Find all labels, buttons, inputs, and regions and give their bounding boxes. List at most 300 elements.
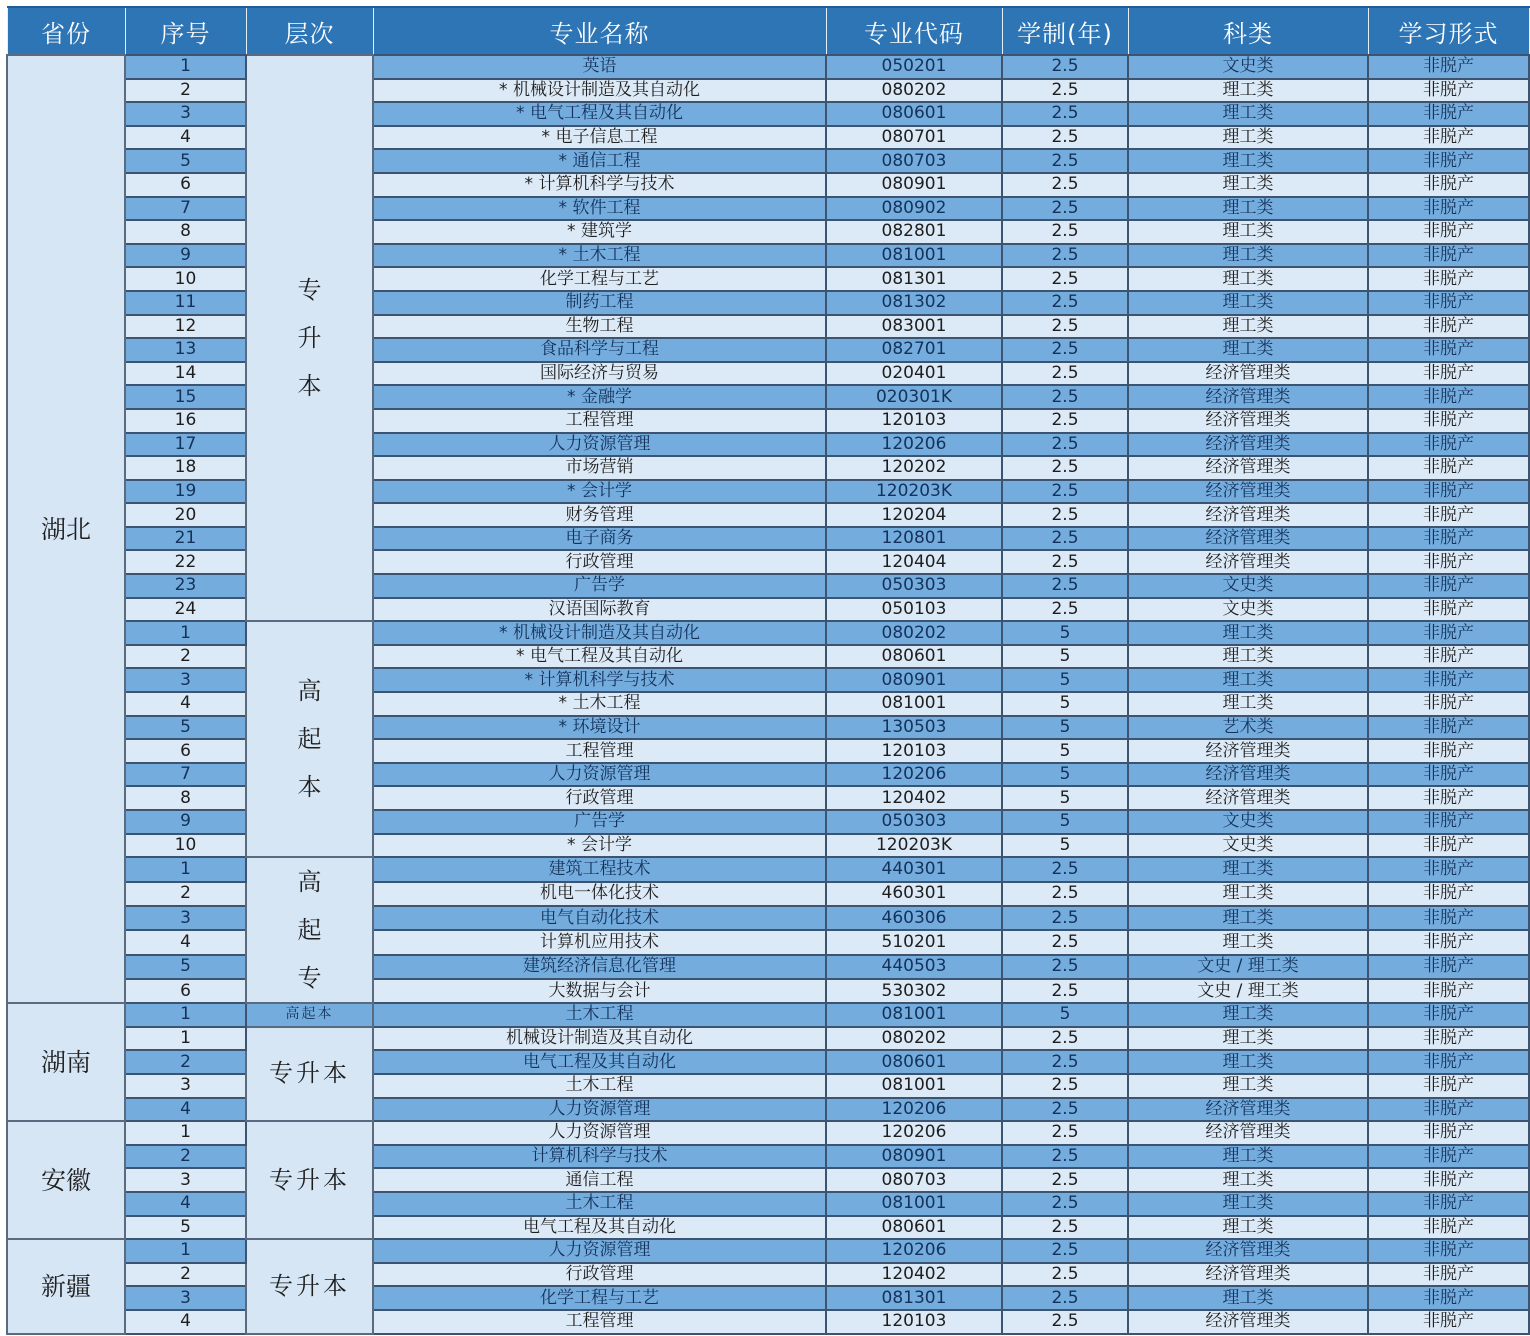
major-name: 工程管理: [373, 1310, 826, 1334]
duration-years: 2.5: [1002, 433, 1128, 457]
major-name: 汉语国际教育: [373, 598, 826, 622]
study-form: 非脱产: [1368, 763, 1529, 787]
major-code: 081302: [826, 291, 1002, 315]
study-form: 非脱产: [1368, 1216, 1529, 1240]
major-code: 080703: [826, 1168, 1002, 1192]
major-name: 制药工程: [373, 291, 826, 315]
category: 理工类: [1128, 645, 1368, 669]
row-number: 5: [125, 716, 246, 740]
study-form: 非脱产: [1368, 979, 1529, 1003]
major-name: * 通信工程: [373, 149, 826, 173]
row-number: 1: [125, 857, 246, 881]
row-number: 1: [125, 1121, 246, 1145]
province-cell: 安徽: [7, 1121, 125, 1239]
major-code: 050303: [826, 810, 1002, 834]
row-number: 4: [125, 930, 246, 954]
row-number: 6: [125, 173, 246, 197]
level-cell: [246, 1003, 373, 1027]
major-code: 082801: [826, 220, 1002, 244]
study-form: 非脱产: [1368, 574, 1529, 598]
major-name: * 机械设计制造及其自动化: [373, 79, 826, 103]
category: 理工类: [1128, 1145, 1368, 1169]
category: 理工类: [1128, 1003, 1368, 1027]
major-code: 080202: [826, 79, 1002, 103]
study-form: 非脱产: [1368, 79, 1529, 103]
major-name: 土木工程: [373, 1003, 826, 1027]
major-name: 建筑经济信息化管理: [373, 955, 826, 979]
major-code: 440503: [826, 955, 1002, 979]
category: 经济管理类: [1128, 1239, 1368, 1263]
row-number: 6: [125, 979, 246, 1003]
major-code: 080601: [826, 1050, 1002, 1074]
row-number: 4: [125, 126, 246, 150]
category: 经济管理类: [1128, 1263, 1368, 1287]
header-study-form: 学习形式: [1368, 7, 1529, 55]
header-number: 序号: [125, 7, 246, 55]
major-code: 120402: [826, 786, 1002, 810]
category: 理工类: [1128, 173, 1368, 197]
table-row: [7, 527, 1529, 551]
major-code: 460306: [826, 906, 1002, 930]
level-cell: [246, 1027, 373, 1121]
row-number: 2: [125, 79, 246, 103]
duration-years: 2.5: [1002, 315, 1128, 339]
major-name: * 机械设计制造及其自动化: [373, 621, 826, 645]
major-name: 英语: [373, 55, 826, 79]
table-row: [7, 291, 1529, 315]
category: 理工类: [1128, 1050, 1368, 1074]
study-form: 非脱产: [1368, 1121, 1529, 1145]
row-number: 23: [125, 574, 246, 598]
category: 理工类: [1128, 267, 1368, 291]
major-code: 080901: [826, 173, 1002, 197]
major-name: * 环境设计: [373, 716, 826, 740]
study-form: 非脱产: [1368, 102, 1529, 126]
major-name: * 计算机科学与技术: [373, 668, 826, 692]
category: 理工类: [1128, 149, 1368, 173]
category: 经济管理类: [1128, 480, 1368, 504]
study-form: 非脱产: [1368, 882, 1529, 906]
table-row: [7, 220, 1529, 244]
header-duration-years: 学制(年): [1002, 7, 1128, 55]
study-form: 非脱产: [1368, 291, 1529, 315]
duration-years: 2.5: [1002, 55, 1128, 79]
row-number: 10: [125, 267, 246, 291]
table-row: [7, 503, 1529, 527]
major-name: 化学工程与工艺: [373, 267, 826, 291]
row-number: 2: [125, 1263, 246, 1287]
level-cell: [246, 55, 373, 621]
major-code: 080601: [826, 102, 1002, 126]
row-number: 3: [125, 906, 246, 930]
major-code: 020301K: [826, 385, 1002, 409]
row-number: 2: [125, 1050, 246, 1074]
duration-years: 5: [1002, 668, 1128, 692]
row-number: 17: [125, 433, 246, 457]
duration-years: 2.5: [1002, 291, 1128, 315]
category: 理工类: [1128, 79, 1368, 103]
row-number: 4: [125, 1310, 246, 1334]
duration-years: 5: [1002, 810, 1128, 834]
major-code: 120204: [826, 503, 1002, 527]
study-form: 非脱产: [1368, 786, 1529, 810]
major-name: * 建筑学: [373, 220, 826, 244]
row-number: 5: [125, 955, 246, 979]
study-form: 非脱产: [1368, 527, 1529, 551]
row-number: 4: [125, 1098, 246, 1122]
category: 理工类: [1128, 692, 1368, 716]
major-name: 行政管理: [373, 786, 826, 810]
study-form: 非脱产: [1368, 1003, 1529, 1027]
major-name: 市场营销: [373, 456, 826, 480]
major-code: 120202: [826, 456, 1002, 480]
table-row: [7, 480, 1529, 504]
level-label: 高起本: [297, 677, 322, 802]
table-row: [7, 149, 1529, 173]
study-form: 非脱产: [1368, 173, 1529, 197]
header-category: 科类: [1128, 7, 1368, 55]
major-code: 120206: [826, 433, 1002, 457]
duration-years: 5: [1002, 716, 1128, 740]
table-row: [7, 173, 1529, 197]
category: 理工类: [1128, 668, 1368, 692]
row-number: 8: [125, 786, 246, 810]
table-row: [7, 1027, 1529, 1051]
major-name: * 电子信息工程: [373, 126, 826, 150]
header-level: 层次: [246, 7, 373, 55]
row-number: 1: [125, 55, 246, 79]
major-code: 080202: [826, 1027, 1002, 1051]
table-row: [7, 574, 1529, 598]
row-number: 3: [125, 102, 246, 126]
category: 经济管理类: [1128, 409, 1368, 433]
major-name: 生物工程: [373, 315, 826, 339]
table-row: [7, 621, 1529, 645]
duration-years: 2.5: [1002, 1263, 1128, 1287]
major-code: 120206: [826, 1098, 1002, 1122]
row-number: 7: [125, 197, 246, 221]
level-label: 专升本: [269, 1165, 350, 1194]
category: 艺术类: [1128, 716, 1368, 740]
level-cell: [246, 857, 373, 1003]
major-name: 机械设计制造及其自动化: [373, 1027, 826, 1051]
duration-years: 2.5: [1002, 1310, 1128, 1334]
study-form: 非脱产: [1368, 220, 1529, 244]
row-number: 1: [125, 1239, 246, 1263]
major-code: 081301: [826, 1286, 1002, 1310]
table-row: [7, 834, 1529, 858]
major-name: 国际经济与贸易: [373, 362, 826, 386]
category: 经济管理类: [1128, 1098, 1368, 1122]
table-row: [7, 385, 1529, 409]
category: 理工类: [1128, 882, 1368, 906]
table-row: [7, 645, 1529, 669]
table-row: [7, 1168, 1529, 1192]
major-code: 120206: [826, 1239, 1002, 1263]
category: 文史 / 理工类: [1128, 979, 1368, 1003]
table-row: [7, 763, 1529, 787]
category: 理工类: [1128, 244, 1368, 268]
duration-years: 5: [1002, 692, 1128, 716]
duration-years: 2.5: [1002, 1121, 1128, 1145]
major-code: 120203K: [826, 480, 1002, 504]
major-name: * 土木工程: [373, 244, 826, 268]
table-row: [7, 1074, 1529, 1098]
table-row: [7, 1050, 1529, 1074]
study-form: 非脱产: [1368, 1074, 1529, 1098]
study-form: 非脱产: [1368, 1145, 1529, 1169]
table-row: [7, 1310, 1529, 1334]
row-number: 6: [125, 739, 246, 763]
header-major-code: 专业代码: [826, 7, 1002, 55]
category: 经济管理类: [1128, 739, 1368, 763]
duration-years: 5: [1002, 1003, 1128, 1027]
table-row: [7, 362, 1529, 386]
row-number: 14: [125, 362, 246, 386]
study-form: 非脱产: [1368, 857, 1529, 881]
duration-years: 2.5: [1002, 456, 1128, 480]
level-cell: [246, 1121, 373, 1239]
major-name: 人力资源管理: [373, 1098, 826, 1122]
level-label: 专升本: [269, 1059, 350, 1088]
row-number: 5: [125, 149, 246, 173]
category: 理工类: [1128, 906, 1368, 930]
table-row: [7, 1098, 1529, 1122]
row-number: 16: [125, 409, 246, 433]
table-row: [7, 668, 1529, 692]
major-code: 083001: [826, 315, 1002, 339]
study-form: 非脱产: [1368, 503, 1529, 527]
row-number: 12: [125, 315, 246, 339]
table-row: [7, 692, 1529, 716]
major-code: 020401: [826, 362, 1002, 386]
major-code: 050303: [826, 574, 1002, 598]
category: 经济管理类: [1128, 456, 1368, 480]
major-name: * 软件工程: [373, 197, 826, 221]
major-name: 通信工程: [373, 1168, 826, 1192]
table-row: [7, 1286, 1529, 1310]
major-code: 130503: [826, 716, 1002, 740]
row-number: 3: [125, 1074, 246, 1098]
major-code: 510201: [826, 930, 1002, 954]
province-cell: 湖南: [7, 1003, 125, 1121]
category: 文史类: [1128, 55, 1368, 79]
row-number: 24: [125, 598, 246, 622]
category: 经济管理类: [1128, 362, 1368, 386]
table-row: [7, 1003, 1529, 1027]
row-number: 4: [125, 1192, 246, 1216]
major-code: 120402: [826, 1263, 1002, 1287]
major-name: 大数据与会计: [373, 979, 826, 1003]
table-row: [7, 1121, 1529, 1145]
row-number: 1: [125, 1027, 246, 1051]
duration-years: 2.5: [1002, 857, 1128, 881]
study-form: 非脱产: [1368, 1263, 1529, 1287]
study-form: 非脱产: [1368, 1192, 1529, 1216]
major-name: 食品科学与工程: [373, 338, 826, 362]
duration-years: 5: [1002, 834, 1128, 858]
study-form: 非脱产: [1368, 692, 1529, 716]
row-number: 2: [125, 1145, 246, 1169]
major-code: 120203K: [826, 834, 1002, 858]
table-row: [7, 1239, 1529, 1263]
category: 理工类: [1128, 1168, 1368, 1192]
category: 经济管理类: [1128, 763, 1368, 787]
level-cell: [246, 621, 373, 857]
duration-years: 2.5: [1002, 574, 1128, 598]
category: 理工类: [1128, 102, 1368, 126]
duration-years: 2.5: [1002, 906, 1128, 930]
major-code: 081001: [826, 1003, 1002, 1027]
category: 经济管理类: [1128, 385, 1368, 409]
category: 理工类: [1128, 197, 1368, 221]
duration-years: 2.5: [1002, 527, 1128, 551]
province-cell: 新疆: [7, 1239, 125, 1333]
enrollment-majors-table: [6, 6, 1530, 1335]
major-name: 工程管理: [373, 409, 826, 433]
row-number: 1: [125, 621, 246, 645]
major-code: 080902: [826, 197, 1002, 221]
major-code: 080601: [826, 645, 1002, 669]
category: 理工类: [1128, 220, 1368, 244]
duration-years: 2.5: [1002, 480, 1128, 504]
study-form: 非脱产: [1368, 149, 1529, 173]
category: 经济管理类: [1128, 1310, 1368, 1334]
category: 理工类: [1128, 291, 1368, 315]
major-name: 广告学: [373, 810, 826, 834]
major-name: 工程管理: [373, 739, 826, 763]
study-form: 非脱产: [1368, 716, 1529, 740]
duration-years: 2.5: [1002, 1168, 1128, 1192]
category: 理工类: [1128, 1027, 1368, 1051]
level-label: 专升本: [269, 1271, 350, 1300]
major-code: 050103: [826, 598, 1002, 622]
major-code: 081001: [826, 1074, 1002, 1098]
category: 理工类: [1128, 338, 1368, 362]
duration-years: 2.5: [1002, 550, 1128, 574]
duration-years: 2.5: [1002, 503, 1128, 527]
major-name: 土木工程: [373, 1192, 826, 1216]
study-form: 非脱产: [1368, 55, 1529, 79]
duration-years: 5: [1002, 645, 1128, 669]
major-name: * 电气工程及其自动化: [373, 102, 826, 126]
duration-years: 2.5: [1002, 1050, 1128, 1074]
row-number: 9: [125, 244, 246, 268]
major-name: 机电一体化技术: [373, 882, 826, 906]
row-number: 4: [125, 692, 246, 716]
major-name: * 会计学: [373, 480, 826, 504]
study-form: 非脱产: [1368, 315, 1529, 339]
table-row: [7, 1192, 1529, 1216]
header-row: [7, 7, 1529, 55]
study-form: 非脱产: [1368, 338, 1529, 362]
category: 理工类: [1128, 1216, 1368, 1240]
row-number: 2: [125, 645, 246, 669]
study-form: 非脱产: [1368, 955, 1529, 979]
major-name: 电气工程及其自动化: [373, 1050, 826, 1074]
table-row: [7, 930, 1529, 954]
duration-years: 2.5: [1002, 1074, 1128, 1098]
major-code: 120206: [826, 1121, 1002, 1145]
major-name: 计算机科学与技术: [373, 1145, 826, 1169]
major-code: 082701: [826, 338, 1002, 362]
study-form: 非脱产: [1368, 1239, 1529, 1263]
study-form: 非脱产: [1368, 433, 1529, 457]
category: 文史 / 理工类: [1128, 955, 1368, 979]
row-number: 8: [125, 220, 246, 244]
table-row: [7, 267, 1529, 291]
table-row: [7, 550, 1529, 574]
table-row: [7, 315, 1529, 339]
study-form: 非脱产: [1368, 810, 1529, 834]
study-form: 非脱产: [1368, 385, 1529, 409]
major-name: 人力资源管理: [373, 433, 826, 457]
major-code: 120801: [826, 527, 1002, 551]
duration-years: 2.5: [1002, 102, 1128, 126]
major-code: 081001: [826, 692, 1002, 716]
table-row: [7, 126, 1529, 150]
category: 理工类: [1128, 1192, 1368, 1216]
category: 文史类: [1128, 598, 1368, 622]
table-body: [7, 55, 1529, 1334]
level-label: 高起本: [285, 1006, 334, 1023]
duration-years: 2.5: [1002, 1216, 1128, 1240]
category: 经济管理类: [1128, 786, 1368, 810]
study-form: 非脱产: [1368, 409, 1529, 433]
major-name: 人力资源管理: [373, 1121, 826, 1145]
row-number: 10: [125, 834, 246, 858]
study-form: 非脱产: [1368, 550, 1529, 574]
row-number: 21: [125, 527, 246, 551]
table-row: [7, 102, 1529, 126]
major-code: 080901: [826, 1145, 1002, 1169]
major-name: * 会计学: [373, 834, 826, 858]
major-name: 人力资源管理: [373, 1239, 826, 1263]
category: 理工类: [1128, 857, 1368, 881]
category: 经济管理类: [1128, 433, 1368, 457]
major-name: * 土木工程: [373, 692, 826, 716]
category: 理工类: [1128, 621, 1368, 645]
table-row: [7, 857, 1529, 881]
study-form: 非脱产: [1368, 598, 1529, 622]
study-form: 非脱产: [1368, 834, 1529, 858]
table-row: [7, 598, 1529, 622]
study-form: 非脱产: [1368, 930, 1529, 954]
major-code: 080901: [826, 668, 1002, 692]
major-code: 080202: [826, 621, 1002, 645]
table-row: [7, 79, 1529, 103]
duration-years: 2.5: [1002, 1239, 1128, 1263]
row-number: 9: [125, 810, 246, 834]
major-name: 行政管理: [373, 1263, 826, 1287]
table-row: [7, 409, 1529, 433]
major-code: 080601: [826, 1216, 1002, 1240]
table-row: [7, 55, 1529, 79]
header-major-name: 专业名称: [373, 7, 826, 55]
major-code: 120206: [826, 763, 1002, 787]
major-name: 建筑工程技术: [373, 857, 826, 881]
table-row: [7, 1145, 1529, 1169]
duration-years: 2.5: [1002, 955, 1128, 979]
duration-years: 2.5: [1002, 220, 1128, 244]
study-form: 非脱产: [1368, 456, 1529, 480]
study-form: 非脱产: [1368, 906, 1529, 930]
category: 理工类: [1128, 1074, 1368, 1098]
table-row: [7, 810, 1529, 834]
major-code: 530302: [826, 979, 1002, 1003]
major-code: 080703: [826, 149, 1002, 173]
category: 理工类: [1128, 1286, 1368, 1310]
